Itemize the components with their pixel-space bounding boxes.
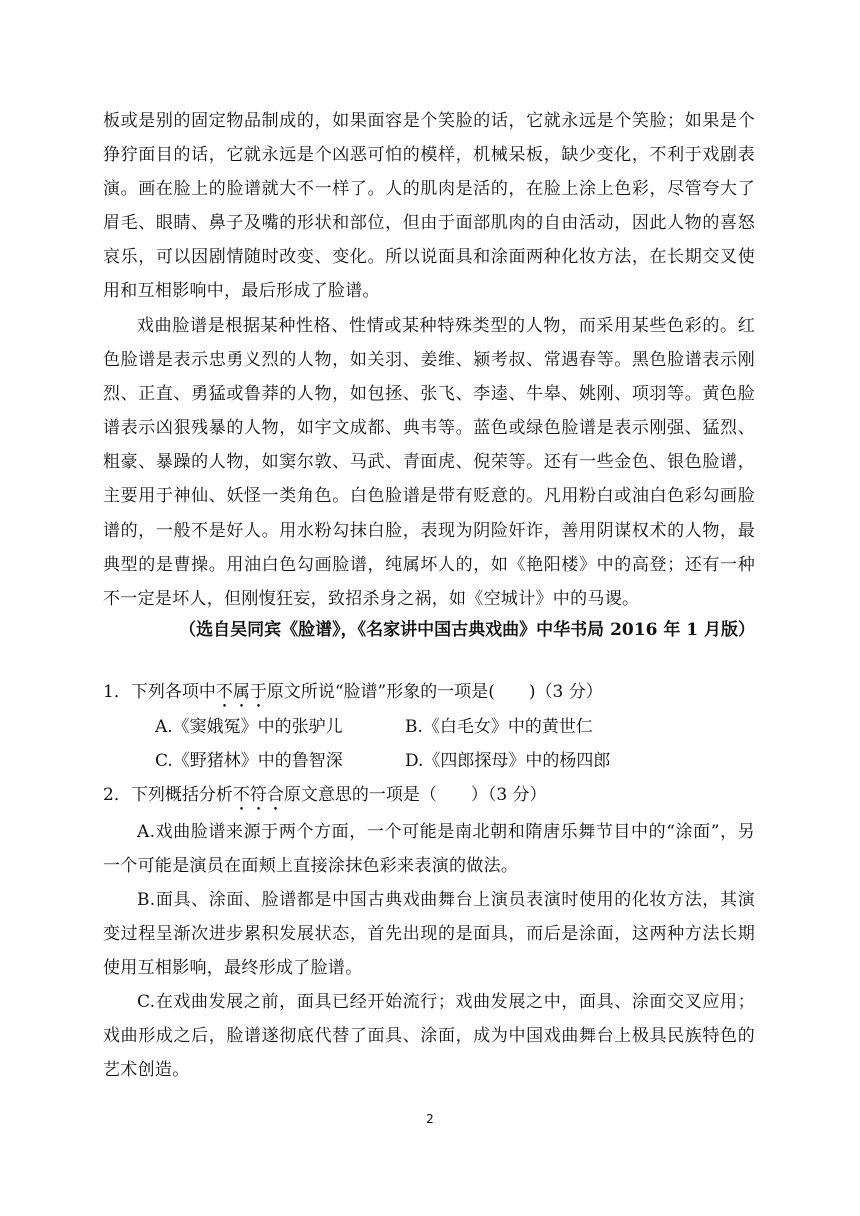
question-2-suffix: 原文意思的一项是（ ）（3 分） <box>283 785 547 805</box>
question-2-emphasis: 不符合 <box>232 785 284 805</box>
question-1-options-row-1 <box>155 712 755 742</box>
paragraph-1: 板或是别的固定物品制成的，如果面容是个笑脸的话，它就永远是个笑脸；如果是个狰狞面目的话，它就永远是个凶恶可怕的模样，机械呆板，缺少变化，不利于戏剧表演。画在脸上的脸谱就大不一样了。人的肌肉是活的，在脸上涂上色彩，尽管夸大了眉毛、眼睛、鼻子及嘴的形状和部位，但由于面部肌肉的自由活动，因此人物的喜怒哀乐，可以因剧情随时改变、变化。所以说面具和涂面两种化妆方法，在长期交叉使用和互相影响中，最后形成了脸谱。 <box>103 111 755 302</box>
page-number: 2 <box>426 1112 434 1126</box>
question-2-option-b: B.面具、涂面、脸谱都是中国古典戏曲舞台上演员表演时使用的化妆方法，其演变过程呈渐次进步累积发展状态，首先出现的是面具，而后是涂面，这两种方法长期使用互相影响，最终形成了脸谱。 <box>103 890 755 979</box>
question-1 <box>103 677 755 712</box>
question-1-prefix: 1．下列各项中 <box>103 682 216 702</box>
question-1-option-c: C.《野猪林》中的鲁智深 <box>155 751 343 771</box>
question-2 <box>103 780 755 815</box>
paragraph-2: 戏曲脸谱是根据某种性格、性情或某种特殊类型的人物，而采用某些色彩的。红色脸谱是表示忠勇义烈的人物，如关羽、姜维、颍考叔、常遇春等。黑色脸谱表示刚烈、正直、勇猛或鲁莽的人物，如包拯、张飞、李逵、牛皋、姚刚、项羽等。黄色脸谱表示凶狠残暴的人物，如宇文成都、典韦等。蓝色或绿色脸谱是表示刚强、猛烈、粗豪、暴躁的人物，如窦尔敦、马武、青面虎、倪荣等。还有一些金色、银色脸谱，主要用于神仙、妖怪一类角色。白色脸谱是带有贬意的。凡用粉白或油白色彩勾画脸谱的，一般不是好人。用水粉勾抹白脸，表现为阴险奸诈，善用阴谋权术的人物，最典型的是曹操。用油白色勾画脸谱，纯属坏人的，如《艳阳楼》中的高登；还有一种不一定是坏人，但刚愎狂妄，致招杀身之祸，如《空城计》中的马谡。 <box>103 316 755 609</box>
question-2-option-c: C.在戏曲发展之前，面具已经开始流行；戏曲发展之中，面具、涂面交叉应用；戏曲形成之后，脸谱遂彻底代替了面具、涂面，成为中国戏曲舞台上极具民族特色的艺术创造。 <box>103 992 755 1081</box>
question-1-suffix: 原文所说“脸谱”形象的一项是( )（3 分） <box>266 682 603 702</box>
question-1-option-b: B.《白毛女》中的黄世仁 <box>405 717 593 737</box>
question-1-emphasis: 不属于 <box>215 682 267 702</box>
question-1-options-row-2 <box>155 746 755 776</box>
question-1-option-d: D.《四郎探母》中的杨四郎 <box>405 751 611 771</box>
question-1-option-a: A.《窦娥冤》中的张驴儿 <box>155 717 343 737</box>
question-2-option-a: A.戏曲脸谱来源于两个方面，一个可能是南北朝和隋唐乐舞节目中的“涂面”，另一个可能是演员在面颊上直接涂抹色彩来表演的做法。 <box>103 822 755 877</box>
source-citation: （选自吴同宾《脸谱》，《名家讲中国古典戏曲》中华书局 2016 年 1 月版） <box>179 620 755 640</box>
question-2-prefix: 2．下列概括分析 <box>103 785 233 805</box>
